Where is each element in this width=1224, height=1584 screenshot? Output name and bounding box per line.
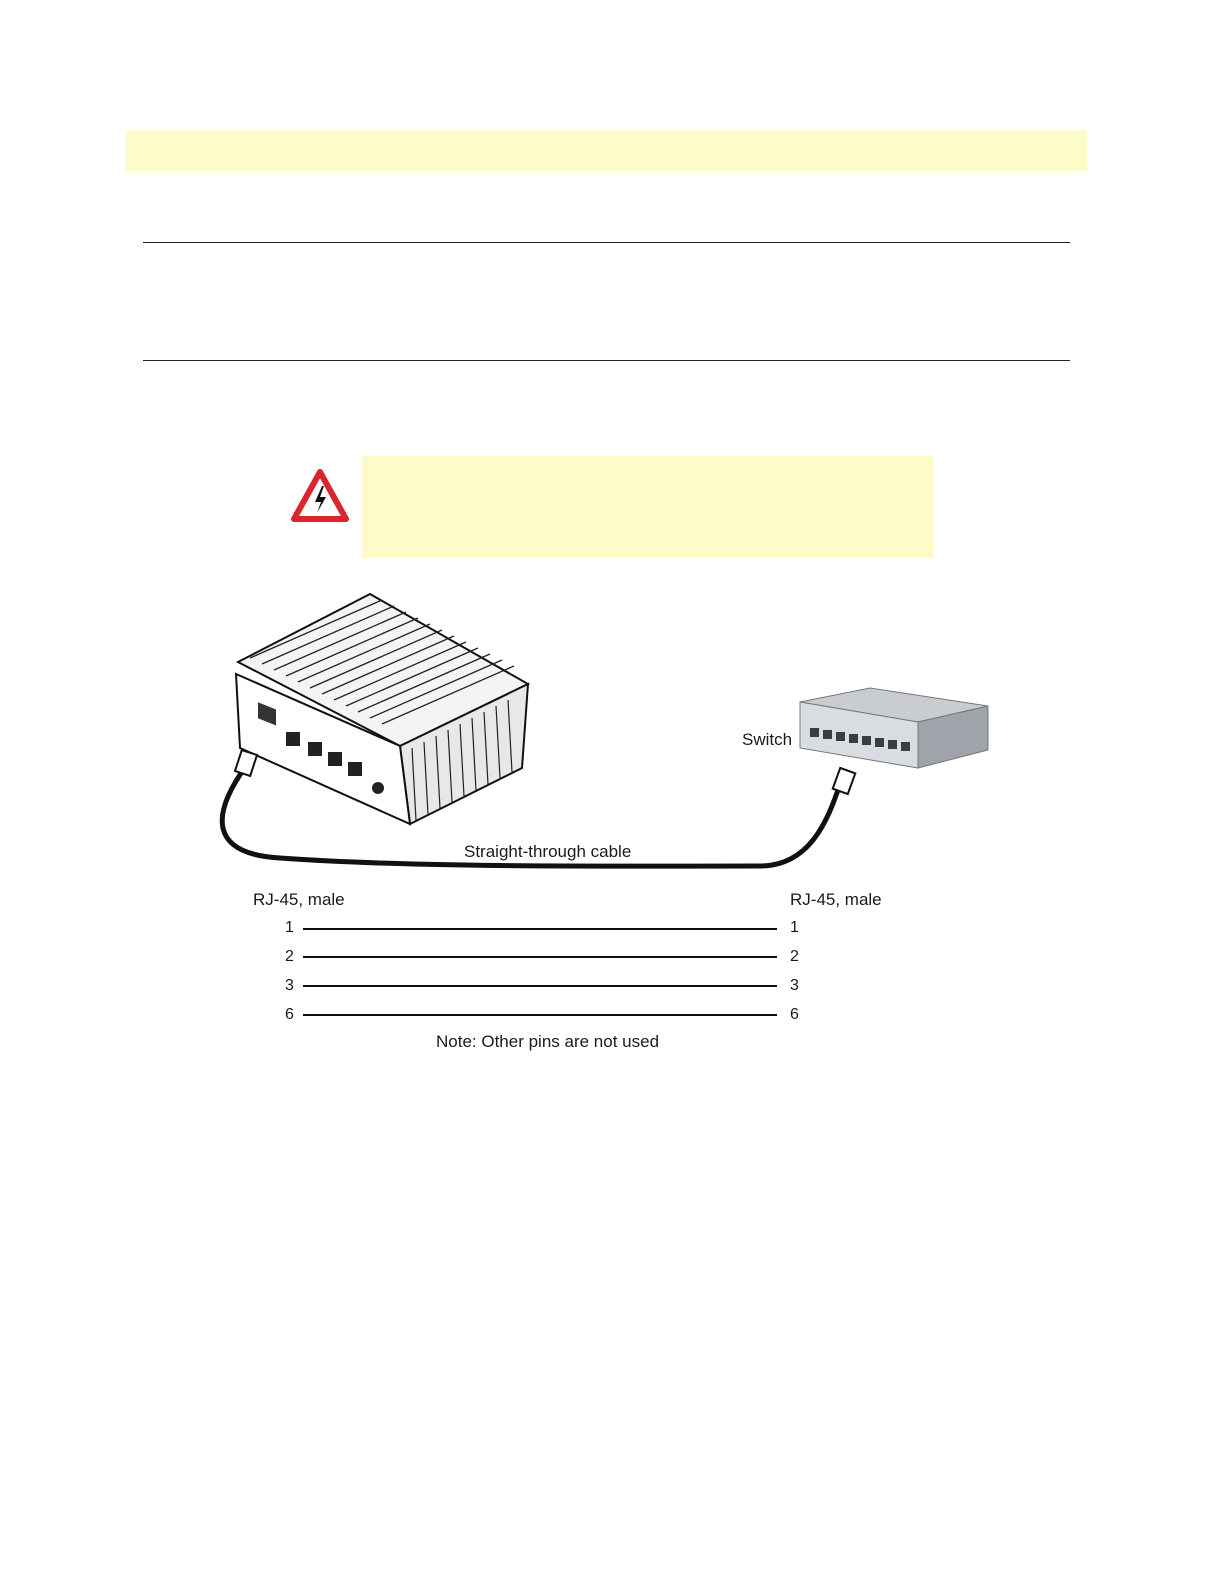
wire-2: [303, 956, 777, 958]
right-pin: 1: [790, 919, 799, 936]
switch-label: Switch: [742, 730, 793, 749]
left-connector-label: RJ-45, male: [253, 890, 345, 909]
right-plug: [833, 768, 856, 794]
left-pin: 1: [285, 919, 294, 936]
wire-3: [303, 985, 777, 987]
connection-illustration: [0, 580, 1224, 880]
left-plug: [235, 750, 257, 776]
cable-diagram: [0, 580, 1224, 1070]
pin-note: Note: Other pins are not used: [436, 1032, 660, 1051]
device-illustration: [236, 594, 528, 824]
left-pin: 2: [285, 948, 294, 965]
right-pin: 3: [790, 977, 799, 994]
warning-box: [362, 456, 933, 558]
wire-6: [303, 1014, 777, 1016]
left-pin: 6: [285, 1006, 294, 1023]
cable-label: Straight-through cable: [464, 842, 632, 861]
electrical-hazard-icon: [290, 466, 350, 526]
left-pin: 3: [285, 977, 294, 994]
switch-illustration: [800, 688, 988, 768]
wire-1: [303, 928, 777, 930]
right-pin: 2: [790, 948, 799, 965]
header-banner: [126, 130, 1087, 171]
bottom-rule: [143, 360, 1070, 361]
right-pin: 6: [790, 1006, 799, 1023]
top-rule: [143, 242, 1070, 243]
right-connector-label: RJ-45, male: [790, 890, 882, 909]
